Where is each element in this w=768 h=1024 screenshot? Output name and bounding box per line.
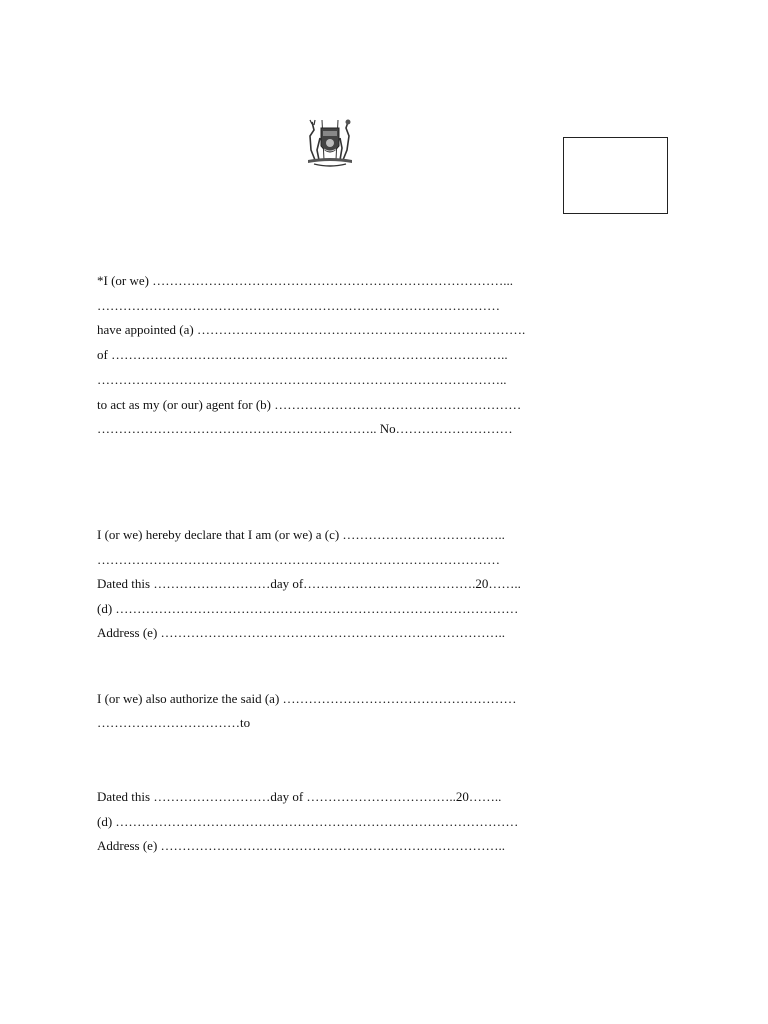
form-line: Address (e) …………………………………………………………………….. (97, 838, 506, 853)
form-line: ………………………………………………………………………………….. (97, 372, 507, 387)
form-line: ……………………………………………………….. No……………………… (97, 421, 513, 436)
form-line: I (or we) hereby declare that I am (or we) a (c) ……………………………….. (97, 527, 505, 542)
form-line: ………………………………………………………………………………… (97, 552, 500, 567)
form-line: ………………………………………………………………………………… (97, 298, 500, 313)
form-line: to act as my (or our) agent for (b) ………………………………………………… (97, 397, 522, 412)
stamp-box (563, 137, 668, 214)
form-line: (d) ………………………………………………………………………………… (97, 601, 519, 616)
form-line: (d) ………………………………………………………………………………… (97, 814, 519, 829)
coat-of-arms-emblem-icon (302, 116, 358, 168)
form-line: have appointed (a) …………………………………………………………………. (97, 322, 526, 337)
form-line: I (or we) also authorize the said (a) ……………………………………………… (97, 691, 517, 706)
form-line: ……………………………to (97, 715, 251, 730)
form-line: Address (e) …………………………………………………………………….. (97, 625, 506, 640)
form-line: *I (or we) ………………………………………………………………………... (97, 273, 513, 288)
form-line: Dated this ………………………day of………………………………….20…….. (97, 576, 521, 591)
form-line: of ……………………………………………………………………………….. (97, 347, 508, 362)
form-line: Dated this ………………………day of ……………………………..20…….. (97, 789, 502, 804)
